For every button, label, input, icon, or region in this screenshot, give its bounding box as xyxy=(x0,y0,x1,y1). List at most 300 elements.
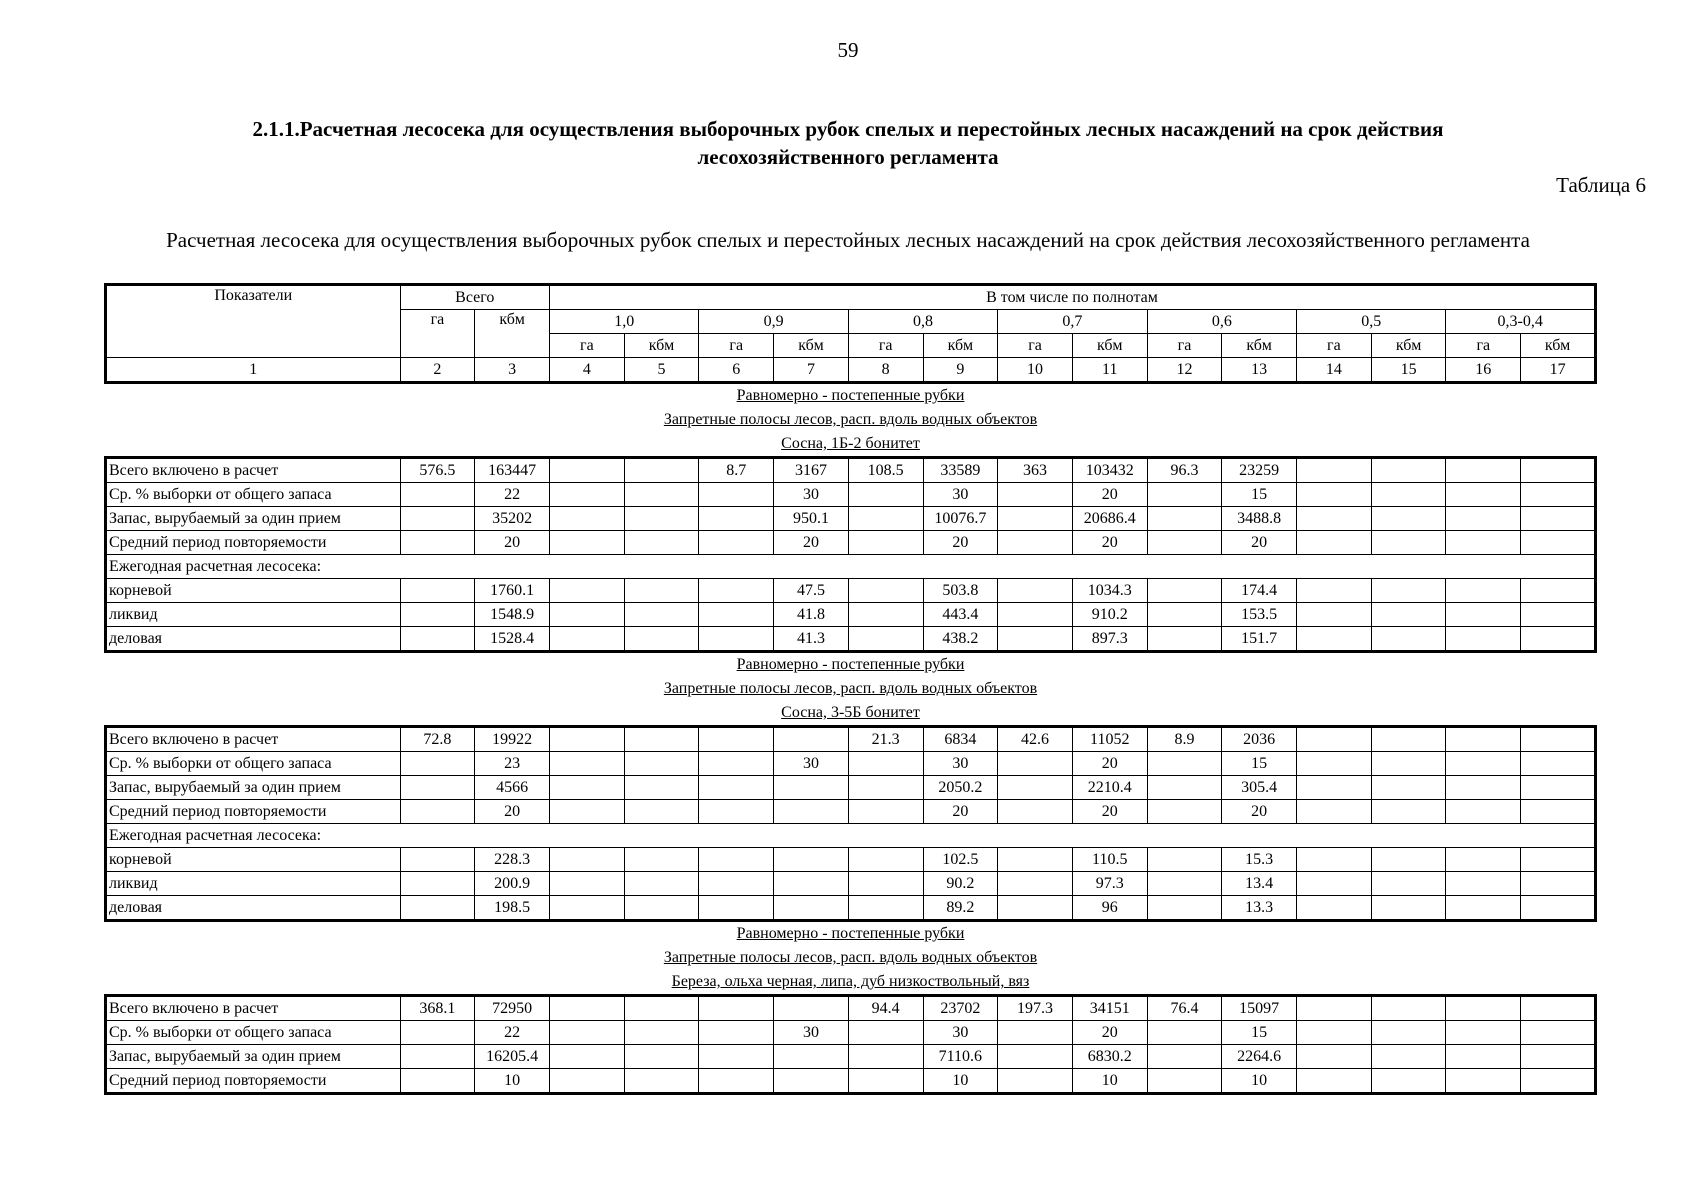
table-cell: 34151 xyxy=(1072,996,1147,1021)
row-label: Запас, вырубаемый за один прием xyxy=(106,1045,401,1069)
table-cell xyxy=(1521,872,1596,896)
table-cell xyxy=(1147,579,1222,603)
table-cell xyxy=(1446,848,1521,872)
table-cell xyxy=(1521,752,1596,776)
table-cell: 33589 xyxy=(923,458,998,483)
table-cell xyxy=(1297,627,1372,652)
table-cell xyxy=(848,531,923,555)
table-row xyxy=(106,848,1596,872)
section-heading xyxy=(120,115,1576,171)
table-cell xyxy=(624,579,699,603)
row-label: Всего включено в расчет xyxy=(106,458,401,483)
table-cell xyxy=(624,1045,699,1069)
table-cell xyxy=(400,896,475,921)
table-cell: 10 xyxy=(1072,1069,1147,1094)
table-cell xyxy=(699,1021,774,1045)
table-cell: 576.5 xyxy=(400,458,475,483)
table-cell xyxy=(699,872,774,896)
row-label: Запас, вырубаемый за один прием xyxy=(106,776,401,800)
table-cell: 30 xyxy=(774,483,849,507)
table-cell: 174.4 xyxy=(1222,579,1297,603)
table-cell xyxy=(400,1021,475,1045)
table-cell xyxy=(1371,800,1446,824)
table-cell xyxy=(1147,1021,1222,1045)
table-cell xyxy=(549,996,624,1021)
table-cell xyxy=(1371,1021,1446,1045)
table-cell: 76.4 xyxy=(1147,996,1222,1021)
table-cell xyxy=(1297,1021,1372,1045)
table-cell xyxy=(1446,1045,1521,1069)
table-cell xyxy=(1371,507,1446,531)
table-cell xyxy=(624,1069,699,1094)
column-number: 15 xyxy=(1371,358,1446,383)
table-cell: 6834 xyxy=(923,727,998,752)
table-cell: 15 xyxy=(1222,1021,1297,1045)
table-cell: 13.4 xyxy=(1222,872,1297,896)
table-cell xyxy=(1446,603,1521,627)
table-cell xyxy=(998,1069,1073,1094)
table-cell xyxy=(774,776,849,800)
header-unit-m3: кбм xyxy=(923,334,998,358)
table-cell xyxy=(1147,848,1222,872)
table-cell: 368.1 xyxy=(400,996,475,1021)
table-cell xyxy=(1297,872,1372,896)
table-cell: 1760.1 xyxy=(475,579,550,603)
table-cell xyxy=(1297,727,1372,752)
row-label: Ежегодная расчетная лесосека: xyxy=(106,555,1596,579)
column-number: 2 xyxy=(400,358,475,383)
section-captions xyxy=(104,653,1597,725)
table-cell: 15097 xyxy=(1222,996,1297,1021)
table-cell xyxy=(1371,896,1446,921)
column-number: 17 xyxy=(1521,358,1596,383)
table-cell: 8.7 xyxy=(699,458,774,483)
table-cell: 3488.8 xyxy=(1222,507,1297,531)
table-cell xyxy=(549,531,624,555)
header-density: 0,8 xyxy=(848,310,997,334)
table-cell xyxy=(1521,776,1596,800)
header-density: 0,5 xyxy=(1297,310,1446,334)
table-cell xyxy=(624,848,699,872)
section-caption: Запретные полосы лесов, расп. вдоль водных объектов xyxy=(663,680,1038,697)
table-cell: 10076.7 xyxy=(923,507,998,531)
row-label: корневой xyxy=(106,579,401,603)
table-cell: 30 xyxy=(774,752,849,776)
row-label: Ср. % выборки от общего запаса xyxy=(106,483,401,507)
table-cell xyxy=(549,458,624,483)
table-cell xyxy=(1371,776,1446,800)
table-section xyxy=(104,922,1597,1095)
table-section xyxy=(104,653,1597,922)
table-cell xyxy=(400,603,475,627)
table-cell xyxy=(624,896,699,921)
table-row xyxy=(106,996,1596,1021)
table-cell xyxy=(400,872,475,896)
table-cell: 20 xyxy=(1072,483,1147,507)
table-cell xyxy=(774,896,849,921)
section-caption: Равномерно - постепенные рубки xyxy=(736,925,965,942)
section-captions xyxy=(104,922,1597,994)
table-cell: 96.3 xyxy=(1147,458,1222,483)
table-cell xyxy=(1371,1069,1446,1094)
column-number: 5 xyxy=(624,358,699,383)
table-cell xyxy=(549,1045,624,1069)
table-cell: 13.3 xyxy=(1222,896,1297,921)
column-number: 8 xyxy=(848,358,923,383)
table-cell xyxy=(549,896,624,921)
table-cell xyxy=(1297,896,1372,921)
table-cell: 503.8 xyxy=(923,579,998,603)
table-row xyxy=(106,555,1596,579)
table-cell xyxy=(400,752,475,776)
table-cell: 30 xyxy=(923,483,998,507)
table-cell xyxy=(624,996,699,1021)
table-cell xyxy=(699,603,774,627)
table-cell: 20 xyxy=(923,800,998,824)
table-cell xyxy=(1147,1069,1222,1094)
table-row xyxy=(106,800,1596,824)
table-cell xyxy=(1297,483,1372,507)
table-cell: 102.5 xyxy=(923,848,998,872)
table-cell xyxy=(624,603,699,627)
column-number: 11 xyxy=(1072,358,1147,383)
table-caption: Расчетная лесосека для осуществления выборочных рубок спелых и перестойных лесных насаждений на срок действия лесохозяйственного регламента xyxy=(166,228,1530,252)
table-cell: 228.3 xyxy=(475,848,550,872)
table-cell xyxy=(848,603,923,627)
section-caption: Равномерно - постепенные рубки xyxy=(736,656,965,673)
table-cell xyxy=(848,848,923,872)
table-cell: 35202 xyxy=(475,507,550,531)
table-cell: 90.2 xyxy=(923,872,998,896)
section-table xyxy=(104,994,1597,1095)
table-cell: 19922 xyxy=(475,727,550,752)
section-table xyxy=(104,456,1597,653)
table-cell xyxy=(998,531,1073,555)
table-cell: 197.3 xyxy=(998,996,1073,1021)
row-label: Всего включено в расчет xyxy=(106,996,401,1021)
table-cell xyxy=(699,752,774,776)
table-row xyxy=(106,531,1596,555)
table-cell: 20 xyxy=(1222,531,1297,555)
table-cell xyxy=(848,800,923,824)
table-cell: 20 xyxy=(1072,1021,1147,1045)
table-cell xyxy=(848,1045,923,1069)
table-cell xyxy=(624,627,699,652)
table-row xyxy=(106,776,1596,800)
table-cell xyxy=(1521,531,1596,555)
header-unit-m3: кбм xyxy=(774,334,849,358)
table-cell: 163447 xyxy=(475,458,550,483)
column-number: 1 xyxy=(106,358,401,383)
table-cell xyxy=(1371,848,1446,872)
table-cell xyxy=(1446,458,1521,483)
table-cell: 305.4 xyxy=(1222,776,1297,800)
table-cell: 2050.2 xyxy=(923,776,998,800)
column-number: 10 xyxy=(998,358,1073,383)
table-row xyxy=(106,483,1596,507)
table-cell xyxy=(774,1069,849,1094)
table-cell xyxy=(699,1045,774,1069)
column-number: 4 xyxy=(549,358,624,383)
table-cell xyxy=(1521,996,1596,1021)
table-row xyxy=(106,507,1596,531)
table-cell: 15.3 xyxy=(1222,848,1297,872)
table-cell xyxy=(998,800,1073,824)
table-cell: 23 xyxy=(475,752,550,776)
table-cell xyxy=(1147,896,1222,921)
table-cell xyxy=(1371,579,1446,603)
table-cell: 97.3 xyxy=(1072,872,1147,896)
table-cell xyxy=(1371,1045,1446,1069)
table-cell: 1528.4 xyxy=(475,627,550,652)
table-cell xyxy=(1297,776,1372,800)
table-cell xyxy=(848,483,923,507)
table-cell xyxy=(1147,483,1222,507)
table-cell xyxy=(1446,727,1521,752)
table-cell xyxy=(400,579,475,603)
table-cell xyxy=(1147,627,1222,652)
table-cell: 16205.4 xyxy=(475,1045,550,1069)
table-cell xyxy=(774,800,849,824)
table-cell xyxy=(549,872,624,896)
table-cell: 443.4 xyxy=(923,603,998,627)
row-label: Ср. % выборки от общего запаса xyxy=(106,1021,401,1045)
table-cell: 72.8 xyxy=(400,727,475,752)
table-cell xyxy=(699,627,774,652)
table-cell xyxy=(1147,872,1222,896)
header-total-ha: га xyxy=(400,310,475,358)
table-cell xyxy=(1446,579,1521,603)
table-cell: 30 xyxy=(774,1021,849,1045)
header-unit-m3: кбм xyxy=(1222,334,1297,358)
content xyxy=(104,283,1597,1095)
header-total-m3: кбм xyxy=(475,310,550,358)
table-cell: 10 xyxy=(1222,1069,1297,1094)
header-density: 0,7 xyxy=(998,310,1147,334)
table-cell xyxy=(1371,627,1446,652)
row-label: Всего включено в расчет xyxy=(106,727,401,752)
table-cell: 20 xyxy=(1222,800,1297,824)
row-label: корневой xyxy=(106,848,401,872)
header-unit-m3: кбм xyxy=(1072,334,1147,358)
table-cell xyxy=(998,627,1073,652)
table-cell xyxy=(1446,872,1521,896)
table-cell xyxy=(1521,483,1596,507)
table-cell: 23702 xyxy=(923,996,998,1021)
table-label: Таблица 6 xyxy=(1556,173,1646,197)
table-cell: 6830.2 xyxy=(1072,1045,1147,1069)
table-cell: 15 xyxy=(1222,483,1297,507)
table-cell: 198.5 xyxy=(475,896,550,921)
table-cell: 20 xyxy=(475,800,550,824)
table-cell xyxy=(1297,800,1372,824)
header-unit-m3: кбм xyxy=(624,334,699,358)
table-cell xyxy=(1371,727,1446,752)
table-cell xyxy=(1446,483,1521,507)
header-unit-ha: га xyxy=(848,334,923,358)
section-caption: Сосна, 1Б-2 бонитет xyxy=(781,435,920,452)
row-label: ликвид xyxy=(106,603,401,627)
page-number: 59 xyxy=(837,38,859,62)
heading-line-1: 2.1.1.Расчетная лесосека для осуществления выборочных рубок спелых и перестойных лесных насаждений на срок действия xyxy=(252,117,1444,141)
table-cell xyxy=(400,483,475,507)
column-number: 9 xyxy=(923,358,998,383)
table-cell xyxy=(624,458,699,483)
table-cell xyxy=(1147,1045,1222,1069)
table-cell xyxy=(699,483,774,507)
table-cell xyxy=(998,896,1073,921)
table-cell: 897.3 xyxy=(1072,627,1147,652)
table-cell: 20 xyxy=(1072,531,1147,555)
table-cell xyxy=(1521,627,1596,652)
table-cell xyxy=(624,531,699,555)
table-cell xyxy=(848,507,923,531)
header-by-density: В том числе по полнотам xyxy=(549,285,1595,310)
header-density: 0,6 xyxy=(1147,310,1296,334)
header-unit-ha: га xyxy=(549,334,624,358)
table-cell xyxy=(1297,531,1372,555)
table-cell xyxy=(699,1069,774,1094)
table-cell xyxy=(998,872,1073,896)
table-cell: 438.2 xyxy=(923,627,998,652)
table-cell xyxy=(549,1021,624,1045)
table-row xyxy=(106,603,1596,627)
table-cell: 89.2 xyxy=(923,896,998,921)
table-cell xyxy=(699,996,774,1021)
table-cell xyxy=(774,996,849,1021)
table-cell xyxy=(1446,1021,1521,1045)
row-label: Средний период повторяемости xyxy=(106,1069,401,1094)
table-cell: 41.3 xyxy=(774,627,849,652)
table-cell xyxy=(549,603,624,627)
row-label: деловая xyxy=(106,896,401,921)
section-caption: Сосна, 3-5Б бонитет xyxy=(781,704,920,721)
table-cell xyxy=(549,800,624,824)
table-cell xyxy=(1297,1069,1372,1094)
row-label: деловая xyxy=(106,627,401,652)
section-caption: Запретные полосы лесов, расп. вдоль водных объектов xyxy=(663,949,1038,966)
table-cell xyxy=(1521,1045,1596,1069)
table-cell xyxy=(624,483,699,507)
column-number: 16 xyxy=(1446,358,1521,383)
table-cell xyxy=(400,1069,475,1094)
table-row xyxy=(106,1045,1596,1069)
column-number: 7 xyxy=(774,358,849,383)
row-label: Ср. % выборки от общего запаса xyxy=(106,752,401,776)
table-row xyxy=(106,752,1596,776)
table-cell: 94.4 xyxy=(848,996,923,1021)
table-cell: 950.1 xyxy=(774,507,849,531)
header-unit-m3: кбм xyxy=(1521,334,1596,358)
table-cell xyxy=(1297,752,1372,776)
table-row xyxy=(106,579,1596,603)
table-cell: 20686.4 xyxy=(1072,507,1147,531)
table-cell: 2264.6 xyxy=(1222,1045,1297,1069)
table-cell xyxy=(549,776,624,800)
table-cell xyxy=(624,1021,699,1045)
table-cell: 4566 xyxy=(475,776,550,800)
table-cell xyxy=(848,752,923,776)
table-cell xyxy=(1521,1021,1596,1045)
table-cell xyxy=(1521,848,1596,872)
table-cell xyxy=(998,776,1073,800)
table-cell: 23259 xyxy=(1222,458,1297,483)
table-cell xyxy=(1446,996,1521,1021)
table-cell xyxy=(998,483,1073,507)
column-number: 6 xyxy=(699,358,774,383)
header-indicators: Показатели xyxy=(106,285,401,358)
table-cell: 910.2 xyxy=(1072,603,1147,627)
table-cell: 20 xyxy=(475,531,550,555)
table-cell xyxy=(1446,627,1521,652)
table-cell: 47.5 xyxy=(774,579,849,603)
table-cell xyxy=(400,848,475,872)
table-cell xyxy=(699,896,774,921)
table-cell xyxy=(774,1045,849,1069)
table-row xyxy=(106,872,1596,896)
table-cell: 41.8 xyxy=(774,603,849,627)
table-cell xyxy=(1147,776,1222,800)
table-cell: 96 xyxy=(1072,896,1147,921)
table-cell: 2210.4 xyxy=(1072,776,1147,800)
column-number: 14 xyxy=(1297,358,1372,383)
section-caption: Запретные полосы лесов, расп. вдоль водных объектов xyxy=(663,411,1038,428)
table-cell xyxy=(549,627,624,652)
table-cell xyxy=(699,727,774,752)
table-cell xyxy=(624,872,699,896)
table-cell xyxy=(624,507,699,531)
table-cell: 103432 xyxy=(1072,458,1147,483)
table-cell xyxy=(400,1045,475,1069)
table-cell: 363 xyxy=(998,458,1073,483)
table-cell xyxy=(400,507,475,531)
table-cell xyxy=(848,627,923,652)
table-cell xyxy=(774,848,849,872)
table-cell xyxy=(549,848,624,872)
table-cell xyxy=(1521,603,1596,627)
header-unit-ha: га xyxy=(699,334,774,358)
table-section xyxy=(104,384,1597,653)
table-cell xyxy=(998,752,1073,776)
table-cell xyxy=(1446,800,1521,824)
table-cell xyxy=(624,800,699,824)
table-cell xyxy=(998,1045,1073,1069)
table-cell: 20 xyxy=(923,531,998,555)
header-table xyxy=(104,283,1597,384)
table-cell xyxy=(1297,603,1372,627)
table-cell: 21.3 xyxy=(848,727,923,752)
table-cell xyxy=(1371,531,1446,555)
table-cell: 20 xyxy=(774,531,849,555)
table-cell xyxy=(1521,727,1596,752)
table-row xyxy=(106,1069,1596,1094)
sections xyxy=(104,384,1597,1095)
table-cell xyxy=(848,1021,923,1045)
row-label: Ежегодная расчетная лесосека: xyxy=(106,824,1596,848)
table-cell xyxy=(1297,848,1372,872)
table-cell: 200.9 xyxy=(475,872,550,896)
table-cell xyxy=(1297,996,1372,1021)
table-cell xyxy=(400,531,475,555)
table-cell: 8.9 xyxy=(1147,727,1222,752)
table-cell xyxy=(1446,896,1521,921)
table-cell: 151.7 xyxy=(1222,627,1297,652)
column-number: 13 xyxy=(1222,358,1297,383)
table-cell xyxy=(1297,458,1372,483)
table-cell: 72950 xyxy=(475,996,550,1021)
table-cell: 2036 xyxy=(1222,727,1297,752)
table-row xyxy=(106,627,1596,652)
